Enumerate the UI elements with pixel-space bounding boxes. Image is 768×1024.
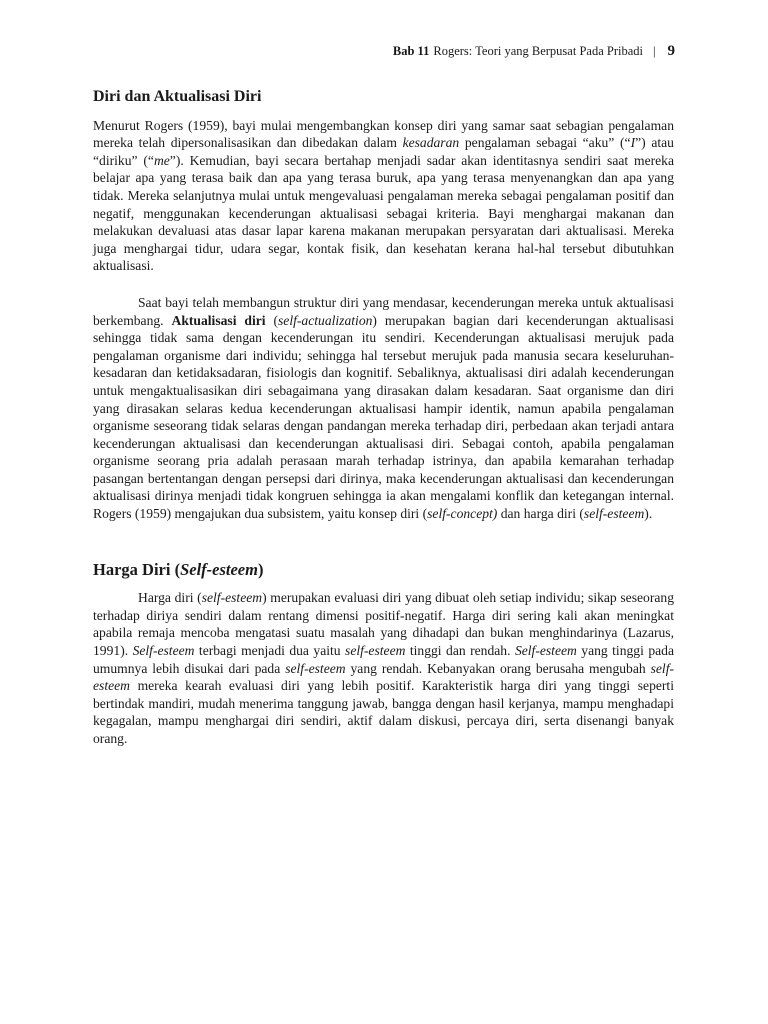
text-run: Saat bayi telah membangun struktur diri yang mendasar, kecenderungan mereka untuk aktualisasi berkembang. [93, 294, 674, 328]
chapter-label: Bab 11 [392, 44, 430, 58]
page-number: 9 [667, 43, 675, 59]
heading-run: Harga Diri ( [93, 559, 181, 579]
heading-italic-term: Self-esteem [180, 559, 258, 579]
text-run: yang tinggi pada umumnya lebih disukai dari pada [93, 643, 674, 676]
section-heading-harga-diri [93, 561, 674, 579]
text-run: Menurut Rogers (1959), bayi mulai mengembangkan konsep diri yang samar saat sebagian pengalaman mereka telah dipersonalisasikan dan dibedakan dalam [93, 117, 674, 151]
italic-term: self-esteem [285, 660, 346, 676]
italic-term: self-esteem [345, 643, 406, 659]
text-run: yang rendah. Kebanyakan orang berusaha mengubah [345, 660, 651, 676]
text-run: mereka kearah evaluasi diri yang lebih positif. Karakteristik harga diri yang tinggi seperti bertindak mandiri, mudah menerima tanggung jawab, bangga dengan hasil kerjanya, mampu menghadapi kegagalan, mampu menghargai diri sendiri, aktif dalam diskusi, percaya diri, serta disenangi banyak orang. [93, 678, 674, 746]
italic-term: self-esteem [93, 660, 675, 694]
running-header [393, 43, 675, 60]
paragraph-2 [93, 294, 674, 523]
text-run: dan harga diri ( [497, 506, 584, 522]
text-run: terbagi menjadi dua yaitu [194, 643, 346, 659]
text-run: pengalaman sebagai “aku” (“ [459, 135, 631, 151]
italic-term: I [630, 135, 636, 151]
text-run: ”). Kemudian, bayi secara bertahap menjadi sadar akan identitasnya sendiri saat mereka belajar apa yang terasa baik dan apa yang terasa buruk, apa yang terasa menyenangkan dan apa yang tidak. Mereka selanjutnya mulai untuk mengevaluasi pengalaman mereka sebagai pengalaman positif dan negatif, menggunakan kecenderungan aktualisasi sebagai kriteria. Bayi menghargai makanan dan melakukan devaluasi atas dasar lapar karena makanan merupakan persyaratan dari aktualisasi. Mereka juga menghargai tidur, udara segar, kontak fisik, dan kesehatan kerana hal-hal tersebut dibutuhkan aktualisasi. [93, 152, 674, 274]
italic-term: self-concept) [427, 506, 498, 522]
italic-term: kesadaran [402, 135, 460, 151]
chapter-title: Rogers: Teori yang Berpusat Pada Pribadi [433, 44, 643, 58]
italic-term: Self-esteem [132, 643, 195, 659]
header-separator: | [652, 44, 656, 58]
paragraph-1 [93, 117, 674, 275]
italic-term: self-esteem [583, 506, 645, 522]
text-run: ) merupakan bagian dari kecenderungan aktualisasi sehingga tidak sama dengan kecenderungan itu sendiri. Kecenderungan aktualisasi merujuk pada pengalaman organisme dari individu; sehingga hal tersebut merujuk pada manusia secara keseluruhan-kesadaran dan ketidaksadaran, fisiologis dan kognitif. Sebaliknya, aktualisasi diri adalah kecenderungan untuk mengaktualisasikan diri sebagaimana yang dirasakan dalam kesadaran. Saat organisme dan diri yang dirasakan selaras kedua kecenderungan aktualisasi hampir identik, namun apabila pengalaman organisme seseorang tidak selaras dengan pandangan mereka terhadap diri, perbedaan akan terjadi antara kecenderungan aktualisasi dan kecenderungan aktualisasi diri. Sebagai contoh, apabila pengalaman organisme seorang pria adalah perasaan marah terhadap istrinya, dan apabila kemarahan terhadap pasangan bertentangan dengan persepsi dari dirinya, maka kecenderungan aktualisasi dan kecenderungan aktualisasi dirinya menjadi tidak kongruen sehingga ia akan mengalami konflik dan ketegangan internal. Rogers (1959) mengajukan dua subsistem, yaitu konsep diri ( [93, 312, 674, 522]
heading-run: ) [257, 559, 264, 579]
document-body [93, 88, 674, 748]
italic-term: self-esteem [201, 590, 263, 606]
text-run: ) merupakan evaluasi diri yang dibuat oleh setiap individu; sikap seseorang terhadap diriya sendiri dalam rentang dimensi positif-negatif. Harga diri sering kali akan meningkat apabila remaja mencoba mengatasi suatu masalah yang dihadapi dan bukan menghindarinya (Lazarus, 1991). [93, 590, 674, 659]
bold-term: Aktualisasi diri [171, 312, 266, 328]
italic-term: self-actualization [278, 312, 373, 328]
paragraph-3 [93, 589, 674, 747]
text-run: ). [644, 506, 653, 522]
text-run: ( [265, 312, 279, 328]
text-run: Harga diri ( [138, 590, 202, 606]
text-run: tinggi dan rendah. [405, 643, 515, 659]
text-run: ”) atau “diriku” (“ [93, 135, 674, 168]
italic-term: me [153, 152, 170, 168]
section-heading-aktualisasi: Diri dan Aktualisasi Diri [93, 88, 262, 105]
italic-term: Self-esteem [514, 643, 577, 659]
